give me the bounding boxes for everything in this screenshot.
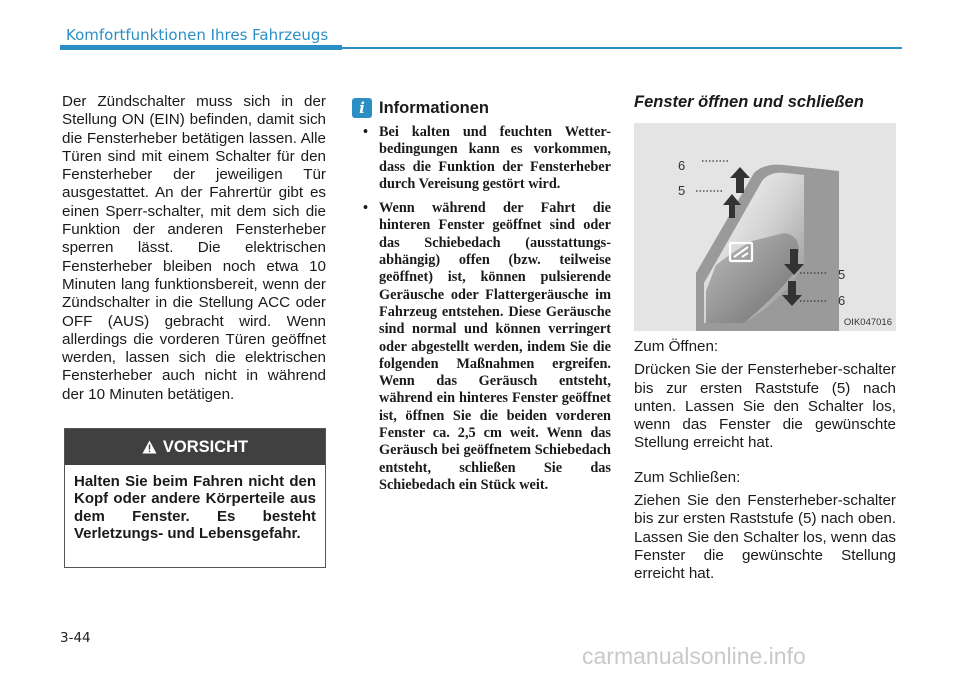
label-up-bottom: 5 (678, 183, 686, 198)
label-up-top: 6 (678, 158, 686, 173)
label-down-bottom: 6 (838, 293, 846, 308)
warning-triangle-icon (142, 440, 157, 454)
info-icon: i (352, 98, 372, 118)
bullet: • (363, 200, 369, 217)
instructions (634, 338, 896, 584)
window-switch-figure (634, 123, 896, 331)
intro-paragraph: Der Zündschalter muss sich in der Stellung ON (EIN) befinden, damit sich die Fensterheber betätigen lassen. Alle Türen sind mit einem Schalter für den Fensterheber der jeweiligen Tür ausgestattet. An der Fahrertür gibt es einen Sperr-schalter, mit dem sich die Funktion der anderen Fensterheber sperren lässt. Die elektrischen Fensterheber bleiben noch etwa 10 Minuten lang funktionsbereit, wenn der Zündschalter in die Stellung ACC oder OFF (AUS) gebracht wird. Wenn allerdings die vorderen Türen geöffnet werden, lassen sich die elektrischen Fensterheber auch nicht in während der 10 Minuten betätigen. (62, 93, 326, 403)
info-item-text: Bei kalten und feuchten Wetter-bedingungen kann es vorkommen, dass die Funktion der Fensterheber durch Vereisung gestört wird. (379, 124, 611, 192)
info-title: Informationen (379, 98, 489, 117)
section-title: Fenster öffnen und schließen (634, 93, 864, 111)
info-item-text: Wenn während der Fahrt die hinteren Fenster geöffnet sind oder das Schiebedach (ausstattungs-abhängig) offen (bzw. teilweise geöffnet) ist, können pulsierende Geräusche oder Flattergeräusche im Fahrzeug entstehen. Diese Geräusche sind normal und können verringert oder abgestellt werden, indem Sie die folgenden Maßnahmen ergreifen. Wenn das Geräusch entsteht, während ein hinteres Fenster geöffnet ist, öffnen Sie die beiden vorderen Fenster ca. 2,5 cm weit. Wenn das Geräusch bei geöffnetem Schiebedach entsteht, schließen Sie das Schiebedach ein Stück weit. (379, 200, 611, 493)
warning-title: VORSICHT (162, 437, 249, 456)
open-heading: Zum Öffnen: (634, 338, 719, 355)
warning-box (64, 428, 326, 568)
info-list-item (363, 124, 611, 193)
header-rule (342, 47, 902, 49)
watermark: carmanualsonline.info (582, 643, 806, 669)
window-switch-illustration (634, 123, 896, 331)
close-heading: Zum Schließen: (634, 468, 741, 486)
info-heading (352, 96, 489, 120)
figure-caption: OIK047016 (843, 317, 892, 328)
info-list (363, 124, 611, 501)
warning-header (65, 429, 325, 465)
label-down-top: 5 (838, 267, 846, 282)
page-number: 3-44 (60, 630, 91, 646)
warning-text: Halten Sie beim Fahren nicht den Kopf oder andere Körperteile aus dem Fenster. Es besteht Verletzungs- und Lebensgefahr. (74, 473, 316, 543)
chapter-title: Komfortfunktionen Ihres Fahrzeugs (66, 26, 329, 44)
info-list-item (363, 200, 611, 494)
open-text: Drücken Sie der Fensterheber-schalter bis zur ersten Raststufe (5) nach unten. Lassen Sie den Schalter los, wenn das Fenster die gewünschte Stellung erreicht hat. (634, 361, 896, 452)
header-rule-accent (60, 45, 342, 50)
close-text: Ziehen Sie den Fensterheber-schalter bis zur ersten Raststufe (5) nach oben. Lassen Sie den Schalter los, wenn das Fenster die gewünschte Stellung erreicht hat. (634, 492, 896, 583)
bullet: • (363, 124, 369, 140)
